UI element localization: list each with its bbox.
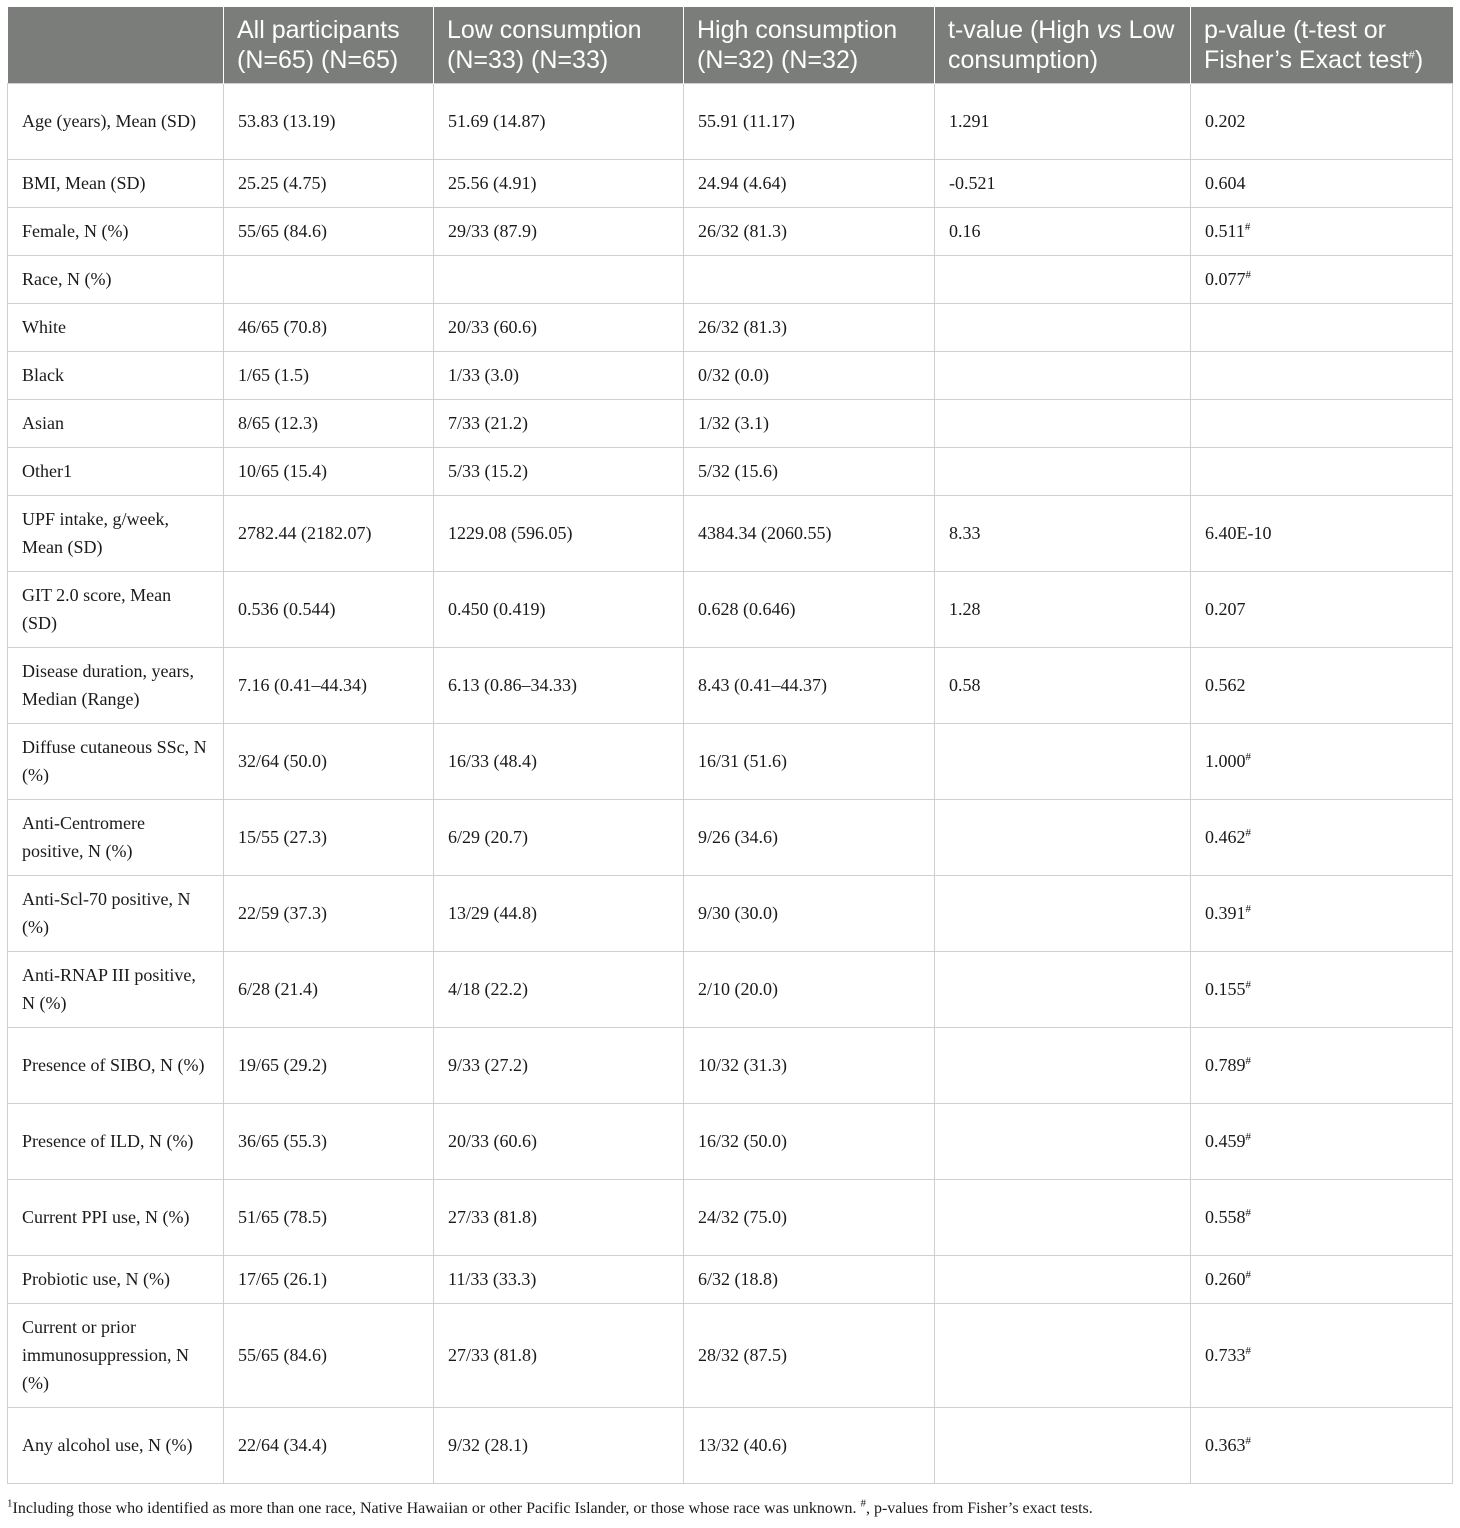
all-participants-cell: 1/65 (1.5) bbox=[224, 351, 434, 399]
header-p-value: p-value (t-test or Fisher’s Exact test#) bbox=[1191, 7, 1453, 83]
all-participants-cell: 17/65 (26.1) bbox=[224, 1255, 434, 1303]
header-row bbox=[8, 7, 1453, 83]
high-consumption-cell: 16/31 (51.6) bbox=[684, 723, 935, 799]
fisher-test-marker: # bbox=[1245, 1055, 1251, 1067]
high-consumption-cell: 26/32 (81.3) bbox=[684, 303, 935, 351]
t-value-cell: -0.521 bbox=[935, 159, 1191, 207]
p-value-cell: 0.562 bbox=[1191, 647, 1453, 723]
row-label-cell: Any alcohol use, N (%) bbox=[8, 1407, 224, 1483]
p-value-cell bbox=[1191, 351, 1453, 399]
row-label-cell: UPF intake, g/week, Mean (SD) bbox=[8, 495, 224, 571]
low-consumption-cell: 20/33 (60.6) bbox=[434, 1103, 684, 1179]
t-value-cell bbox=[935, 351, 1191, 399]
high-consumption-cell: 13/32 (40.6) bbox=[684, 1407, 935, 1483]
t-value-cell: 0.16 bbox=[935, 207, 1191, 255]
p-value-cell bbox=[1191, 447, 1453, 495]
high-consumption-cell: 55.91 (11.17) bbox=[684, 83, 935, 159]
table-row bbox=[8, 255, 1453, 303]
t-value-cell bbox=[935, 951, 1191, 1027]
data-table-container bbox=[7, 7, 1452, 1484]
table-row bbox=[8, 1103, 1453, 1179]
t-value-cell: 8.33 bbox=[935, 495, 1191, 571]
table-row bbox=[8, 571, 1453, 647]
all-participants-cell: 7.16 (0.41–44.34) bbox=[224, 647, 434, 723]
all-participants-cell bbox=[224, 255, 434, 303]
table-row bbox=[8, 207, 1453, 255]
all-participants-cell: 32/64 (50.0) bbox=[224, 723, 434, 799]
t-value-cell bbox=[935, 875, 1191, 951]
all-participants-cell: 36/65 (55.3) bbox=[224, 1103, 434, 1179]
high-consumption-cell: 9/26 (34.6) bbox=[684, 799, 935, 875]
high-consumption-cell: 4384.34 (2060.55) bbox=[684, 495, 935, 571]
fisher-test-marker: # bbox=[1245, 1435, 1251, 1447]
low-consumption-cell: 13/29 (44.8) bbox=[434, 875, 684, 951]
low-consumption-cell: 1229.08 (596.05) bbox=[434, 495, 684, 571]
row-label-cell: Asian bbox=[8, 399, 224, 447]
t-value-cell bbox=[935, 1255, 1191, 1303]
high-consumption-cell: 26/32 (81.3) bbox=[684, 207, 935, 255]
p-value-cell: 0.207 bbox=[1191, 571, 1453, 647]
high-consumption-cell bbox=[684, 255, 935, 303]
p-value-cell: 0.733# bbox=[1191, 1303, 1453, 1407]
high-consumption-cell: 9/30 (30.0) bbox=[684, 875, 935, 951]
low-consumption-cell: 5/33 (15.2) bbox=[434, 447, 684, 495]
table-row bbox=[8, 495, 1453, 571]
p-value-cell bbox=[1191, 303, 1453, 351]
row-label-cell: Probiotic use, N (%) bbox=[8, 1255, 224, 1303]
high-consumption-cell: 0.628 (0.646) bbox=[684, 571, 935, 647]
all-participants-cell: 51/65 (78.5) bbox=[224, 1179, 434, 1255]
p-value-cell: 0.363# bbox=[1191, 1407, 1453, 1483]
low-consumption-cell bbox=[434, 255, 684, 303]
low-consumption-cell: 6.13 (0.86–34.33) bbox=[434, 647, 684, 723]
p-value-cell: 0.202 bbox=[1191, 83, 1453, 159]
low-consumption-cell: 1/33 (3.0) bbox=[434, 351, 684, 399]
p-value-cell: 0.260# bbox=[1191, 1255, 1453, 1303]
low-consumption-cell: 20/33 (60.6) bbox=[434, 303, 684, 351]
all-participants-cell: 6/28 (21.4) bbox=[224, 951, 434, 1027]
all-participants-cell: 46/65 (70.8) bbox=[224, 303, 434, 351]
row-label-cell: GIT 2.0 score, Mean (SD) bbox=[8, 571, 224, 647]
row-label-cell: Presence of SIBO, N (%) bbox=[8, 1027, 224, 1103]
low-consumption-cell: 0.450 (0.419) bbox=[434, 571, 684, 647]
table-row bbox=[8, 875, 1453, 951]
low-consumption-cell: 9/33 (27.2) bbox=[434, 1027, 684, 1103]
all-participants-cell: 19/65 (29.2) bbox=[224, 1027, 434, 1103]
table-row bbox=[8, 447, 1453, 495]
header-blank-cell bbox=[8, 7, 224, 83]
t-value-cell bbox=[935, 799, 1191, 875]
header-all-participants: All participants (N=65) (N=65) bbox=[224, 7, 434, 83]
all-participants-cell: 10/65 (15.4) bbox=[224, 447, 434, 495]
table-row bbox=[8, 647, 1453, 723]
high-consumption-cell: 16/32 (50.0) bbox=[684, 1103, 935, 1179]
all-participants-cell: 8/65 (12.3) bbox=[224, 399, 434, 447]
p-value-cell: 0.391# bbox=[1191, 875, 1453, 951]
t-value-cell: 0.58 bbox=[935, 647, 1191, 723]
fisher-test-marker: # bbox=[1244, 221, 1251, 233]
p-value-cell: 0.462# bbox=[1191, 799, 1453, 875]
all-participants-cell: 22/64 (34.4) bbox=[224, 1407, 434, 1483]
row-label-cell: Current or prior immunosuppression, N (%) bbox=[8, 1303, 224, 1407]
high-consumption-cell: 8.43 (0.41–44.37) bbox=[684, 647, 935, 723]
p-value-cell: 0.558# bbox=[1191, 1179, 1453, 1255]
row-label-cell: Female, N (%) bbox=[8, 207, 224, 255]
p-value-cell: 0.789# bbox=[1191, 1027, 1453, 1103]
high-consumption-cell: 1/32 (3.1) bbox=[684, 399, 935, 447]
table-footnote: $^1$Including those who identified as more than one race, Native Hawaiian or other Pacific Islander, or those whose race was unknown. #, p-values from Fisher’s exact tests. bbox=[7, 1497, 1093, 1517]
header-t-value: t-value (High vs Low consumption) bbox=[935, 7, 1191, 83]
high-consumption-cell: 24.94 (4.64) bbox=[684, 159, 935, 207]
row-label-cell: Black bbox=[8, 351, 224, 399]
row-label-cell: Diffuse cutaneous SSc, N (%) bbox=[8, 723, 224, 799]
high-consumption-cell: 24/32 (75.0) bbox=[684, 1179, 935, 1255]
row-label-cell: White bbox=[8, 303, 224, 351]
high-consumption-cell: 10/32 (31.3) bbox=[684, 1027, 935, 1103]
fisher-test-marker: # bbox=[1245, 1269, 1251, 1281]
high-consumption-cell: 6/32 (18.8) bbox=[684, 1255, 935, 1303]
header-low-consumption: Low consumption (N=33) (N=33) bbox=[434, 7, 684, 83]
fisher-test-marker: # bbox=[1245, 751, 1251, 763]
high-consumption-cell: 5/32 (15.6) bbox=[684, 447, 935, 495]
all-participants-cell: 2782.44 (2182.07) bbox=[224, 495, 434, 571]
p-value-cell: 0.511# bbox=[1191, 207, 1453, 255]
table-body bbox=[8, 83, 1453, 1483]
row-label-cell: BMI, Mean (SD) bbox=[8, 159, 224, 207]
participant-characteristics-table bbox=[7, 7, 1453, 1484]
t-value-cell bbox=[935, 447, 1191, 495]
low-consumption-cell: 4/18 (22.2) bbox=[434, 951, 684, 1027]
all-participants-cell: 53.83 (13.19) bbox=[224, 83, 434, 159]
table-row bbox=[8, 723, 1453, 799]
fisher-test-marker: # bbox=[1245, 1345, 1251, 1357]
all-participants-cell: 25.25 (4.75) bbox=[224, 159, 434, 207]
t-value-cell bbox=[935, 399, 1191, 447]
row-label-cell: Other1 bbox=[8, 447, 224, 495]
row-label-cell: Current PPI use, N (%) bbox=[8, 1179, 224, 1255]
t-value-cell bbox=[935, 1303, 1191, 1407]
t-value-cell: 1.28 bbox=[935, 571, 1191, 647]
high-consumption-cell: 2/10 (20.0) bbox=[684, 951, 935, 1027]
table-row bbox=[8, 351, 1453, 399]
row-label-cell: Race, N (%) bbox=[8, 255, 224, 303]
high-consumption-cell: 28/32 (87.5) bbox=[684, 1303, 935, 1407]
p-value-cell: 0.077# bbox=[1191, 255, 1453, 303]
low-consumption-cell: 11/33 (33.3) bbox=[434, 1255, 684, 1303]
table-row bbox=[8, 159, 1453, 207]
high-consumption-cell: 0/32 (0.0) bbox=[684, 351, 935, 399]
row-label-cell: Disease duration, years, Median (Range) bbox=[8, 647, 224, 723]
table-row bbox=[8, 399, 1453, 447]
low-consumption-cell: 7/33 (21.2) bbox=[434, 399, 684, 447]
row-label-cell: Anti-Scl-70 positive, N (%) bbox=[8, 875, 224, 951]
p-value-cell: 0.155# bbox=[1191, 951, 1453, 1027]
p-value-cell: 0.604 bbox=[1191, 159, 1453, 207]
p-value-cell: 1.000# bbox=[1191, 723, 1453, 799]
row-label-cell: Anti-Centromere positive, N (%) bbox=[8, 799, 224, 875]
table-row bbox=[8, 1027, 1453, 1103]
fisher-test-marker: # bbox=[1245, 1131, 1251, 1143]
all-participants-cell: 0.536 (0.544) bbox=[224, 571, 434, 647]
fisher-test-marker: # bbox=[1245, 827, 1251, 839]
low-consumption-cell: 27/33 (81.8) bbox=[434, 1303, 684, 1407]
low-consumption-cell: 25.56 (4.91) bbox=[434, 159, 684, 207]
table-row bbox=[8, 83, 1453, 159]
p-value-cell: 0.459# bbox=[1191, 1103, 1453, 1179]
table-row bbox=[8, 1303, 1453, 1407]
low-consumption-cell: 29/33 (87.9) bbox=[434, 207, 684, 255]
table-row bbox=[8, 1407, 1453, 1483]
row-label-cell: Presence of ILD, N (%) bbox=[8, 1103, 224, 1179]
low-consumption-cell: 16/33 (48.4) bbox=[434, 723, 684, 799]
table-row bbox=[8, 799, 1453, 875]
all-participants-cell: 15/55 (27.3) bbox=[224, 799, 434, 875]
table-row bbox=[8, 1179, 1453, 1255]
row-label-cell: Age (years), Mean (SD) bbox=[8, 83, 224, 159]
t-value-cell bbox=[935, 723, 1191, 799]
t-value-cell bbox=[935, 1179, 1191, 1255]
t-value-cell bbox=[935, 303, 1191, 351]
t-value-cell bbox=[935, 1103, 1191, 1179]
row-label-cell: Anti-RNAP III positive, N (%) bbox=[8, 951, 224, 1027]
fisher-test-marker: # bbox=[1245, 1207, 1251, 1219]
fisher-test-marker: # bbox=[1245, 903, 1251, 915]
t-value-cell bbox=[935, 255, 1191, 303]
p-value-cell: 6.40E-10 bbox=[1191, 495, 1453, 571]
fisher-test-marker: # bbox=[1245, 269, 1251, 281]
low-consumption-cell: 51.69 (14.87) bbox=[434, 83, 684, 159]
fisher-test-marker: # bbox=[1245, 979, 1251, 991]
header-high-consumption: High consumption (N=32) (N=32) bbox=[684, 7, 935, 83]
p-value-cell bbox=[1191, 399, 1453, 447]
all-participants-cell: 55/65 (84.6) bbox=[224, 207, 434, 255]
low-consumption-cell: 9/32 (28.1) bbox=[434, 1407, 684, 1483]
table-row bbox=[8, 303, 1453, 351]
t-value-cell bbox=[935, 1027, 1191, 1103]
t-value-cell bbox=[935, 1407, 1191, 1483]
low-consumption-cell: 27/33 (81.8) bbox=[434, 1179, 684, 1255]
all-participants-cell: 55/65 (84.6) bbox=[224, 1303, 434, 1407]
low-consumption-cell: 6/29 (20.7) bbox=[434, 799, 684, 875]
table-row bbox=[8, 951, 1453, 1027]
t-value-cell: 1.291 bbox=[935, 83, 1191, 159]
all-participants-cell: 22/59 (37.3) bbox=[224, 875, 434, 951]
table-row bbox=[8, 1255, 1453, 1303]
